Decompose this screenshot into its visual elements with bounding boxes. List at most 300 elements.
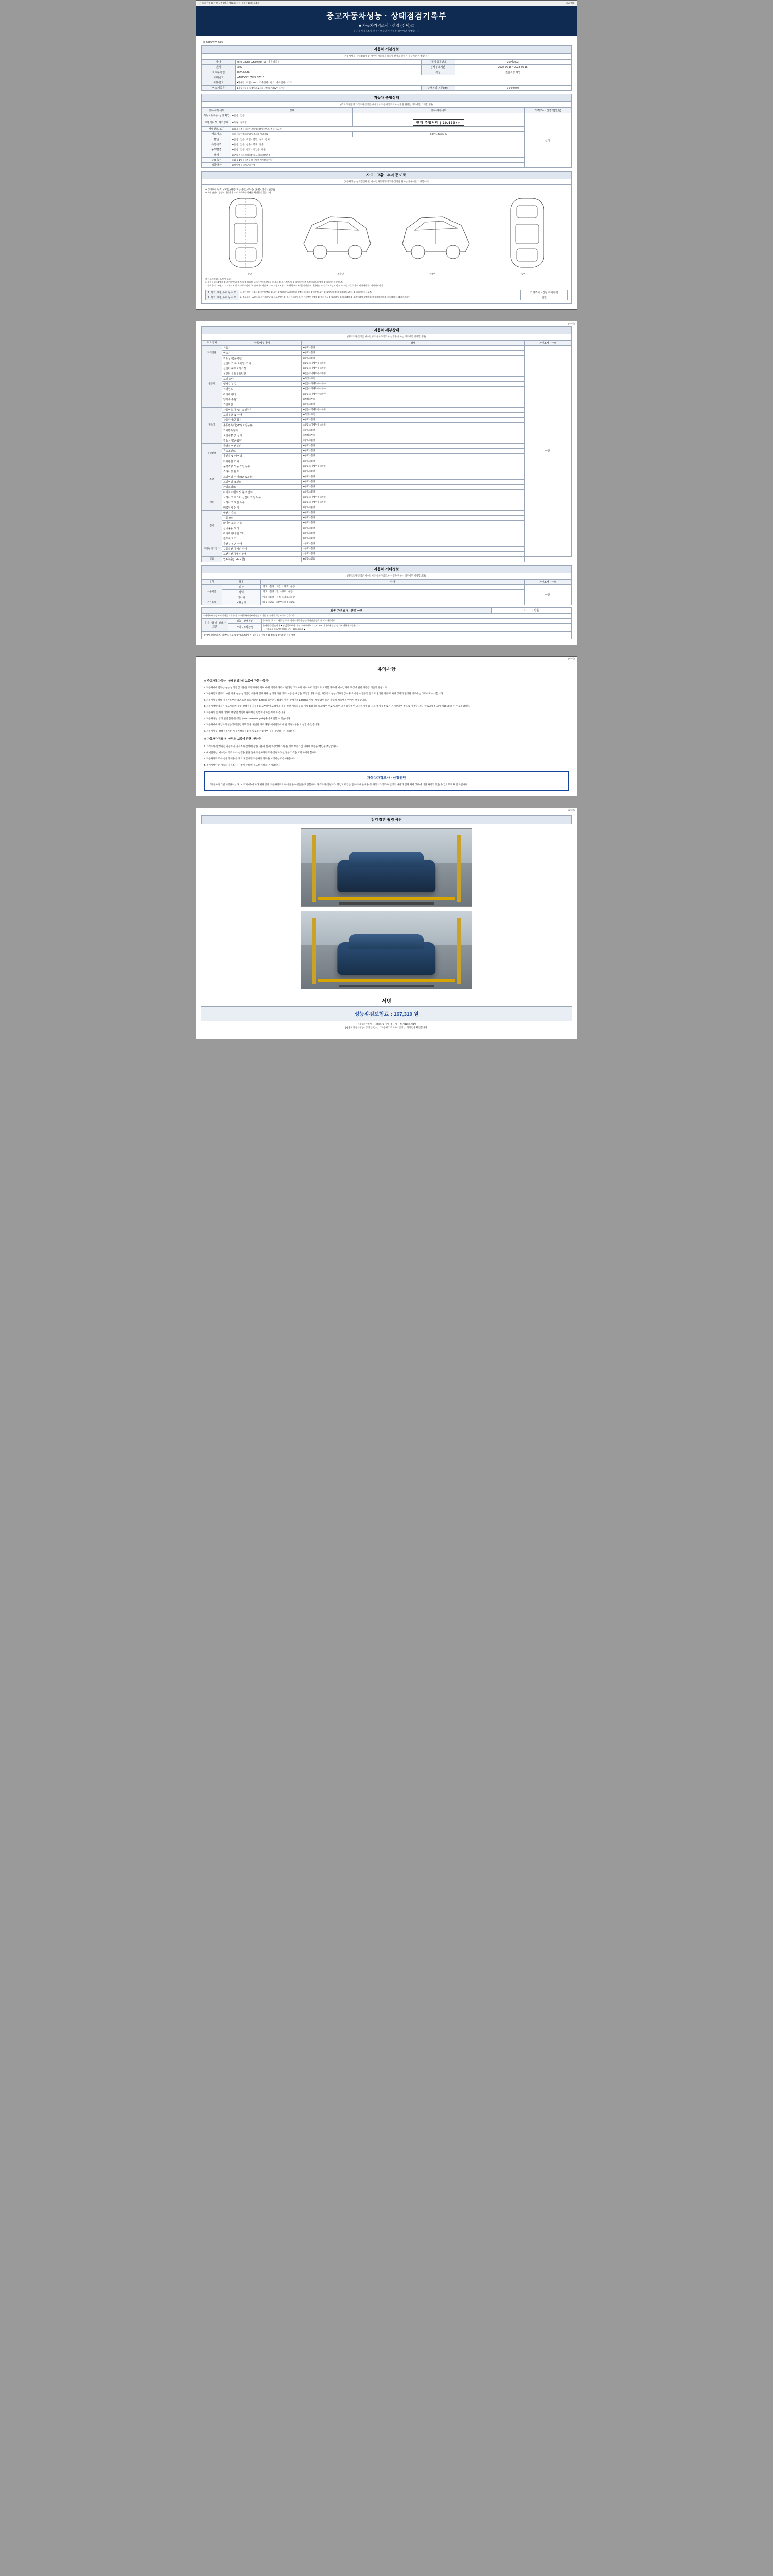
item-label: 브레이크 마스터 실린더 오일 누유 (222, 495, 302, 500)
row-check[interactable]: ■해당없음 □해당 □이행 (231, 163, 525, 168)
mileage-label: 주행거리 기준(km) (421, 86, 455, 91)
etc-item-b: 내장 (276, 585, 281, 588)
row-name: 특별이력 (202, 142, 231, 147)
opinion-table (201, 618, 572, 632)
item-status[interactable]: ■양호 □불량 (302, 510, 525, 515)
notice-sub-item-2: 3. 자동차가격조사·산정의 내용은 계약 체결시의 자동차의 가격을 보장하는 것은 아닙니다. (204, 757, 295, 760)
col-group: 항목 (202, 579, 222, 584)
item-label: 윈도우 모터 (222, 536, 302, 541)
item-status[interactable] (261, 589, 525, 595)
car-front-diagram (215, 194, 277, 272)
row-check[interactable]: ■없음 □있음 □침수 □화재 □전손 (231, 142, 525, 147)
etc-subtitle: (가격조사·산정은 매수인이 자동차가격조사·산정을 원하는 경우에만 기재합니다) (201, 573, 572, 579)
header-subtitle: ■ 자동차가격조사 · 산정 (선택) □ (359, 23, 414, 28)
item-label: 연료누출(LPG포함) (222, 556, 302, 562)
color-value: 진한색상 계열 (455, 70, 571, 75)
item-status[interactable]: ■양호 □불량 (302, 355, 525, 361)
item-status[interactable]: ■없음 □미세누유 □누유 (302, 500, 525, 505)
col-detail: 항목/세부내역 (353, 108, 525, 113)
total-amount: 0 0 0 0 0 만원 (492, 607, 572, 613)
item-label: 등속조인트 (222, 448, 302, 453)
table-row (202, 428, 572, 433)
item-status[interactable]: ■양호 □불량 (302, 484, 525, 489)
row-check[interactable]: ■무채색 □유채색 □전체도색 □색상변경 (231, 152, 525, 158)
table-row (202, 142, 572, 147)
overall-price-note: 산정 (525, 113, 572, 168)
item-label: 작동상태(공회전) (222, 438, 302, 443)
table-row (202, 505, 572, 510)
etc-side-label: 사용기준 (202, 584, 222, 600)
row-detail: 0.07%, 5ppm, % (353, 132, 525, 137)
item-status[interactable]: ■없음 □미세누유 □누유 (302, 361, 525, 366)
etc-status-a[interactable]: □양호 □불량 (262, 596, 274, 599)
row-name: 리콜대상 (202, 163, 231, 168)
etc-table (201, 579, 572, 605)
item-label: 클러치 어셈블리 (222, 443, 302, 448)
table-row (202, 546, 572, 551)
accident-result-label: 2. 사고·교환·수리 등 이력 (206, 290, 239, 295)
inspection-photo-1 (301, 828, 472, 907)
item-status[interactable]: ■양호 □불량 (302, 489, 525, 495)
declaration-title: 자동차가격조사 · 산정선언 (367, 776, 406, 780)
opinion-row2-label: 가격 · 조사산정 (228, 623, 262, 631)
row-check[interactable]: □없음 ■있음 □썬루프 □내비게이션 □기타 (231, 158, 525, 163)
notice-item-1: 2. 자동차인도일부터 30일 이내 성능·상태점검 내용과 실제 차량 상태가 다른 경우 보증 등 책임을 부담합니다. 다만, 자동차의 성능·상태점검 이후 소유권 이전등록 등으로 발생한 사유로 차량 상태가 변경된 경우에는 그러하지 아니합니다. (204, 692, 444, 696)
declaration-body: 「자동차관리법 시행규칙」제120조제1항에 따라 위와 같이 자동차가격조사·산정을 하였음을 확인합니다. 가격조사·산정자가 책임지지 않는 범위에 대한 내용 등 자동차가격조사·산정의 내용과 실제 차량 상태에 대한 차이가 있을 수 있으므로 확인 바랍니다. (209, 783, 468, 786)
col-group: 주 요 장치 (202, 340, 222, 345)
item-status[interactable]: ■양호 □불량 (302, 402, 525, 407)
table-row (206, 295, 568, 300)
table-row (202, 345, 572, 350)
etc-status-b[interactable]: □전부 □일부 □없음 (276, 601, 295, 604)
row-label: 차대번호 (202, 75, 236, 80)
table-row (202, 65, 572, 70)
table-row (202, 381, 572, 386)
item-status[interactable]: ■적정 □부족 (302, 376, 525, 381)
item-status[interactable]: ■없음 □미세누수 □누수 (302, 392, 525, 397)
doc-no-value: 2025020196호 (206, 41, 224, 45)
header-note: ※ 자동차가격조사·산정은 매수인이 원하는 경우에만 기재합니다. (353, 30, 420, 33)
item-status[interactable]: ■없음 □있음 (302, 556, 525, 562)
col-status: 상태 (261, 579, 525, 584)
item-label: 충전구 절연 상태 (222, 541, 302, 546)
table-row (202, 407, 572, 412)
etc-status-b[interactable]: □양호 □불량 (282, 596, 295, 599)
table-row (202, 412, 572, 417)
item-label: 발전기 출력 (222, 510, 302, 515)
accident-diagram (201, 185, 572, 304)
notice-item-0: 1. 자동차매매업자는 성능·상태점검 내용을 고지하여야 하며 매매 계약에 따라서 발생된 고지하지 아니하고 거짓으로 고지할 경우에 매수인 피해 보상에 관한 사항은 다음과 같습니다. (204, 686, 388, 689)
table-row (202, 127, 572, 132)
detail-title: 자동차 세부상태 (201, 326, 572, 334)
group-label: 제동 (202, 495, 222, 510)
row-label2: 검사유효기간 (421, 65, 455, 70)
notice-item-6: 7. 자동차매매사업자의 성능상태점검 의무 등을 위반한 경우 해당 매매업자에 대한 행정처분을 요청할 수 있습니다. (204, 723, 320, 726)
item-status[interactable]: ■양호 □불량 (302, 453, 525, 459)
row-check[interactable]: ■적정 □부적정 (231, 118, 353, 127)
table-row (202, 163, 572, 168)
item-label: 원동기 (222, 345, 302, 350)
diagram-label-right: 우측면 (429, 273, 436, 276)
row-name: 색상 (202, 152, 231, 158)
item-status[interactable]: ■없음 □미세누수 □누수 (302, 386, 525, 392)
table-row (202, 448, 572, 453)
accident-subtitle: (자동차성능·상태점검자 및 매수인 자동차가격조사·산정을 원하는 경우에만 기재합니다) (201, 179, 572, 185)
detail-price-note: 만원 (525, 345, 572, 556)
inspection-photo-2 (301, 911, 472, 989)
form-reference: 자동차관리법 시행규칙 [별지 제82호서식] <개정 2021.1.5.> (199, 2, 260, 4)
table-row (202, 453, 572, 459)
item-status[interactable]: ■양호 □불량 (302, 474, 525, 479)
notice-sub-item-3: 4. 특기사항란은 자동차 가격조사·산정에 관하여 필요한 사항을 기재합니다. (204, 763, 280, 766)
car-side-right-diagram (397, 194, 475, 272)
item-status[interactable]: ■없음 □미세누유 □누유 (302, 366, 525, 371)
opinion-row1-body: 주)케이디오피스 제공 정보 및 매매가 자동차성능·상태점검 정보 및 기타 제공정보 (262, 618, 572, 623)
etc-basic-label: 기본품목 (202, 600, 222, 605)
transmission-label: 변속기종류 (202, 86, 236, 91)
table-row (202, 60, 572, 65)
lift-base (339, 985, 434, 987)
diagram-note-1: ※ 상태표시 부호 : (교환), (판금 또는 용접), (부식), (균열), (손상), (흠집) (205, 188, 275, 191)
form-microbar (196, 1, 577, 6)
footer-line-2: [1] 중고자동차성능 · 상태를 검사, 「 자동차가격조사 · 산정 」 의뢰검을 확인합니다. (345, 1026, 428, 1029)
accident-price-label: 가격조사 · 산정 특이사항 (521, 290, 568, 295)
item-label: 냉각수 수량 (222, 397, 302, 402)
row-check[interactable]: ■없음 □있음 □적법 □불법 □구조 □장치 (231, 137, 525, 142)
doc-no-label: 제 (203, 41, 206, 45)
opinion-row2-body (262, 623, 572, 631)
etc-status-b[interactable]: □양호 □불량 (280, 590, 293, 594)
item-status[interactable]: ■양호 □불량 (302, 526, 525, 531)
table-row (202, 474, 572, 479)
row-label: 연식 (202, 65, 236, 70)
etc-status-a[interactable]: □양호 □불량 (262, 590, 274, 594)
row-name: 주요옵션 (202, 158, 231, 163)
basic-info-title: 자동차 기본정보 (201, 45, 572, 54)
item-status[interactable]: ■양호 □불량 (302, 531, 525, 536)
page-number-2: (2/4쪽) (568, 321, 575, 325)
item-label: 외장 (222, 584, 261, 589)
item-status[interactable]: □적정 □부족 (302, 433, 525, 438)
declaration-box (204, 771, 569, 791)
table-row (202, 443, 572, 448)
item-status[interactable] (261, 600, 525, 605)
item-label: 커먼레일 (222, 402, 302, 407)
item-status[interactable]: □양호 □불량 (302, 428, 525, 433)
etc-status-a[interactable]: □없음 □있음 (262, 601, 274, 604)
col-price: 가격조사 · 산정 (525, 340, 572, 345)
item-status[interactable]: ■양호 □불량 (302, 350, 525, 355)
overall-subtitle: (주요 구성품의 가격조사·산정은 매수인이 자동차가격조사·산정을 원하는 경우에만 기재합니다) (201, 102, 572, 108)
row-label: 차명 (202, 60, 236, 65)
item-status[interactable]: ■양호 □불량 (302, 345, 525, 350)
table-row (202, 595, 572, 600)
table-row (202, 70, 572, 75)
table-row (202, 459, 572, 464)
row-check[interactable]: ■없음 □있음 (231, 113, 353, 118)
row-name: 튜닝 (202, 137, 231, 142)
row-value: MINI Coupe Cruiftonet (0) (사륜일륜 ) (236, 60, 422, 65)
diagram-label-left: 좌측면 (337, 273, 344, 276)
table-row (202, 355, 572, 361)
table-row (202, 86, 572, 91)
row-value: WMWXV3105L3L37510 (236, 75, 572, 80)
notice-item-4: 5. 자동차의 손해에 대하여 배상할 책임에 관하여는 민법이 정하는 바에 따릅니다. (204, 711, 286, 714)
item-status[interactable]: □양호 □불량 (302, 438, 525, 443)
basic-info-table (201, 59, 572, 91)
page-number-3: (3/4쪽) (568, 657, 575, 660)
vehicle-rear-view (337, 942, 435, 975)
item-status[interactable]: ■양호 □불량 (302, 417, 525, 422)
lift-pillar-left (312, 835, 316, 902)
table-row (202, 392, 572, 397)
row-label2: 자동차등록번호 (421, 60, 455, 65)
table-row (202, 366, 572, 371)
row-check[interactable]: □일산화탄소 □탄화수소 □공기과잉률 (231, 132, 353, 137)
table-row (202, 479, 572, 484)
group-label: 변속기 (202, 407, 222, 443)
table-row (202, 361, 572, 366)
notice-item-5: 6. 자동차성능 상태 관련 불만·분쟁은 (www.consumer.go.kr)에서 확인할 수 있습니다. (204, 717, 291, 720)
accident-result-body-2: 2. 주요골격 : A랭크 ① 프론트패널 ② 크로스멤버 ③ 인사이드패널 ④ 사이드멤버 B랭크 ⑤ 휠하우스 ⑥ 필러패널 ⑦ 대쉬패널 ⑧ 플로어패널 C랭크 ⑨ 트렁크플로어 ⑩ 리어패널 ⑪ 패키지트레이 (239, 295, 521, 300)
mileage-digits: 0 0 0 0 0 0 (455, 86, 571, 91)
item-label: 작동상태(공회전) (222, 417, 302, 422)
table-row (202, 147, 572, 152)
table-row (202, 433, 572, 438)
legend-line-0: ※ 사고이력 (유리/판넬 포함) (205, 278, 232, 281)
etc-price-note: 만원 (525, 584, 572, 605)
notice-head: ※ 중고자동차성능 · 상태점검자의 보증에 관한 사항 등 (204, 679, 269, 683)
notice-sub-head: ※ 자동차가격조사 · 산정의 보증에 관한 사항 등 (204, 738, 261, 741)
table-row (202, 113, 572, 118)
page-number-1: (1/4쪽) (566, 2, 574, 5)
table-header-row (202, 579, 572, 584)
group-label: 연료 (202, 556, 222, 562)
col-item: 항목/세부내역 (202, 108, 231, 113)
item-label: 타이어 (222, 595, 261, 600)
opinion-row1-label: 성능 · 상태점검 (228, 618, 262, 623)
accident-price-value: 만원 (521, 295, 568, 300)
notice-item-7: 8. 자동차성능·상태점검자는 자동차성능점검 책임보험 가입여부 등을 확인하시기 바랍니다. (204, 730, 296, 733)
lift-pillar-right (457, 835, 461, 902)
table-row (202, 75, 572, 80)
notice-item-3: 4. 자동차매매업자는 중고자동차 성능·상태점검기록부를 교부하여 고객에게 제공 한편 자동차성능·상태점검자의 보증범위 위로 있으며 고객 불합리한 고지하여야 됩니다. 통 상품별로는 기재한다면 별도로 기재합니다. (국토교통부 고시 제2019호) 기간 보증합니다. (204, 705, 470, 708)
item-label: 시동 모터 (222, 515, 302, 520)
total-table (201, 607, 572, 618)
lift-platform (318, 979, 455, 982)
group-label: 조향 (202, 464, 222, 495)
item-label: 오일 유량 (222, 376, 302, 381)
diagram-label-rear: 뒷면 (520, 273, 526, 276)
table-row (202, 541, 572, 546)
table-header-row (202, 108, 572, 113)
notice-sub-item-0: 1. 가격조사·산정자는 자동차의 가격조사·산정에 관한 내용과 실제 차량상태가 다른 경우 보증기간 이내에 보증을 책임을 부담합니다. (204, 744, 339, 748)
diagram-note-2: ※ 하단 단면도 숨풀의 기준이며, 기타 우측하는 상태를 확인할 수 있습니다. (205, 191, 272, 194)
table-row (202, 520, 572, 526)
row-name: 배출가스 (202, 132, 231, 137)
etc-item-b: 휠 (276, 590, 279, 594)
notice-sub-item-1: 2. 매매업자는 매수인이 가격조사·산정을 원한 경우 자동차가격조사·산정자가 산정한 가격을 고지하여야 합니다. (204, 751, 317, 754)
item-status[interactable]: □양호 □불량 (302, 551, 525, 556)
item-label: 작동상태(공회전) (222, 355, 302, 361)
row-value: 2020-06-16 (236, 70, 422, 75)
table-row (202, 536, 572, 541)
col-item: 항목/세부내역 (222, 340, 302, 345)
item-status[interactable]: ■양호 □불량 (302, 536, 525, 541)
item-status[interactable]: ■양호 □불량 (302, 469, 525, 474)
row-name: 차대번호 표기 (202, 127, 231, 132)
lift-pillar-left (312, 918, 316, 984)
legend-line-1: 1. 외판부위 : 1랭크 ① 프론트펜더 ② 도어 ③ 쿼터패널(리어펜더) 2랭크 ④ 후드 ⑤ 프론트도어 ⑥ 리어도어 ⑦ 트렁크리드 3랭크 ⑧ 라디에이터서포트 (205, 281, 343, 284)
row-value2: 2020-06-16 ~ 2028-06-15 (455, 65, 571, 70)
item-status[interactable]: ■양호 □불량 (302, 520, 525, 526)
table-row (202, 613, 572, 618)
item-status[interactable] (261, 595, 525, 600)
item-status[interactable]: ■양호 □불량 (302, 505, 525, 510)
item-label: 파워크랭크 (222, 484, 302, 489)
color-label: 색상 (421, 70, 455, 75)
item-label: 워터펌프 (222, 386, 302, 392)
row-check[interactable]: ■없음 □있음 □렌트 □영업용 □관용 (231, 147, 525, 152)
footer-line-1: 「자동차관리법」 제58조 및 같은 법 시행규칙 제120조제1항 (357, 1023, 416, 1026)
notice-title: 유의사항 (377, 666, 396, 672)
item-label: 브레이크 오일 누유 (222, 500, 302, 505)
col-status: 상태 (302, 340, 525, 345)
item-label: 와이퍼 모터 기능 (222, 520, 302, 526)
opinion-label: 특기사항 및 점검자의견 (202, 618, 228, 631)
table-row (202, 526, 572, 531)
etc-status-a[interactable]: □양호 □불량 (262, 585, 274, 588)
table-row (202, 137, 572, 142)
item-label: 실린더 블록 / 오일팬 (222, 371, 302, 376)
mileage-box (353, 118, 525, 127)
table-row (202, 589, 572, 595)
legend-line-2: 2. 주요골격 : A랭크 ① 프론트패널 ② 크로스멤버 ③ 인사이드패널 ④ 사이드멤버 B랭크 ⑤ 휠하우스 ⑥ 필러패널 ⑦ 대쉬패널 ⑧ 플로어패널 C랭크 ⑨ 트렁크플로어 ⑩ 리어패널 ⑪ 패키지트레이 (205, 284, 383, 287)
item-status[interactable]: ■양호 □불량 (302, 459, 525, 464)
row-name: 자동차등록증 상태 확인 (202, 113, 231, 118)
opinion-line-1: 한 단품수 있습니다. ■ 점검일로부터 1개월 이내/주행거리 2,000km 이내 이내 성능·상태에 대하여 보증합니다. (263, 624, 360, 627)
item-status[interactable]: ■양호 □불량 (302, 479, 525, 484)
opinion-line-2: ㆍ 신고보험협회(성능점검) 상담 : 1533-0759 ▲ (263, 627, 306, 630)
vehicle-front-view (337, 860, 435, 892)
item-status[interactable] (261, 584, 525, 589)
item-label: 디퍼렌셜 기어 (222, 459, 302, 464)
row-check[interactable]: ■양호 □부식 □훼손(오손) □상이 □변조(변타) □도말 (231, 127, 525, 132)
item-label: 냉각수 누수 (222, 381, 302, 386)
table-row (202, 371, 572, 376)
item-label: 고전원전기배선 상태 (222, 551, 302, 556)
col-status: 상태 (231, 108, 353, 113)
item-status[interactable]: ■양호 □불량 (302, 448, 525, 453)
sheet-3 (196, 656, 577, 796)
table-row (202, 386, 572, 392)
lift-pillar-right (457, 918, 461, 984)
col-price: 가격조사 · 산정액(만원) (525, 108, 572, 113)
row-label: 최초등록일 (202, 70, 236, 75)
item-status[interactable]: ■없음 □미세누수 □누수 (302, 381, 525, 386)
table-row (202, 551, 572, 556)
table-row (202, 584, 572, 589)
table-row (202, 402, 572, 407)
insurance-fee-value: 167,310 원 (393, 1012, 419, 1018)
sheet-1 (196, 0, 577, 310)
table-row (202, 500, 572, 505)
table-row (202, 618, 572, 623)
basic-info-subtitle: (자동차성능·상태점검자 및 매수인 자동차가격조사·산정을 원하는 경우에만 기재합니다) (201, 54, 572, 59)
item-status[interactable]: ■없음 □미세누유 □누유 (302, 464, 525, 469)
mileage-value: 현재 주행거리 | 30,539km (413, 119, 464, 126)
diagram-label-front: 앞면 (247, 273, 253, 276)
page-title: 중고자동차성능 · 상태점검기록부 (326, 12, 447, 21)
table-row (202, 531, 572, 536)
detail-table (201, 340, 572, 562)
accident-title: 사고 · 교환 · 수리 등 이력 (201, 171, 572, 179)
car-rear-diagram (496, 194, 558, 272)
item-label: 라디에이터 팬 모터 (222, 531, 302, 536)
table-row (202, 417, 572, 422)
item-label: 배력장치 상태 (222, 505, 302, 510)
total-title: 최종 가격조사 · 산정 금액 (202, 607, 492, 613)
item-label: 구동축전지 격리 상태 (222, 546, 302, 551)
item-label: 실린더 헤드 / 개스킷 (222, 366, 302, 371)
item-label: 실내송풍 모터 (222, 526, 302, 531)
table-row (206, 290, 568, 295)
item-label: 수동변속기(M/T) 오일누유 (222, 422, 302, 428)
table-row (202, 607, 572, 613)
item-status[interactable]: □양호 □불량 (302, 541, 525, 546)
signature-label: 서명 (382, 998, 391, 1004)
sheet-4 (196, 808, 577, 1039)
accident-result-body: 1. 외판부위 : 1랭크 ① 프론트펜더 ② 도어 ③ 쿼터패널(리어펜더) 2랭크 ④ 후드 ⑤ 프론트도어 ⑥ 리어도어 ⑦ 트렁크리드 3랭크 ⑧ 라디에이터서포트 (239, 290, 521, 295)
etc-title: 자동차 기타정보 (201, 565, 572, 573)
table-row (202, 397, 572, 402)
table-row (202, 118, 572, 127)
table-row (202, 422, 572, 428)
item-label: 추진축 및 베어링 (222, 453, 302, 459)
item-status[interactable]: ■적정 □부족 (302, 412, 525, 417)
table-header-row (202, 340, 572, 345)
row-detail (353, 113, 525, 118)
item-status[interactable]: □없음 □미세누유 □누유 (302, 422, 525, 428)
item-status[interactable]: □양호 □불량 (302, 546, 525, 551)
item-status[interactable]: ■없음 □미세누유 □누유 (302, 407, 525, 412)
sheet-2 (196, 321, 577, 645)
item-label: 오일유량 및 상태 (222, 412, 302, 417)
item-label: 오일유량 및 상태 (222, 433, 302, 438)
item-status[interactable]: ■없음 □미세누유 □누유 (302, 495, 525, 500)
etc-status-b[interactable]: □양호 □불량 (282, 585, 295, 588)
notice-item-2: 3. 자동차성능상태 점검기록부는 3년 보관 보증기간은 1,000회 동안(단, 점검일 이후 주행거리 2,000km 이내) 보증범위 등은 자동차 보증범위 안에서 보증합니다. (204, 699, 367, 702)
row-name: 주행거리 및 계기상태 (202, 118, 231, 127)
transmission-value[interactable]: ■자동 □수동 □세미오토 □무단변속기(CVT) □기타 (236, 86, 422, 91)
table-row (202, 438, 572, 443)
table-row (202, 80, 572, 86)
group-label: 고전원 전기장치 (202, 541, 222, 556)
car-side-left-diagram (298, 194, 376, 272)
fuel-value[interactable]: ■가솔린 □디젤 □LPG □가솔린외 □전기 □수소전기 □기타 (236, 80, 572, 86)
total-checks[interactable]: □ 가격조사·산정자의 의견을 기재합니다 □ 자동차가격조사·산정의 기준 및 산출근거는 아래와 같습니다 (202, 613, 572, 618)
lift-platform (318, 897, 455, 900)
row-value: 2020 (236, 65, 422, 70)
item-label: 스티어링 기어(MDPS포함) (222, 474, 302, 479)
insurance-fee-label: 성능점검보험료 : (354, 1012, 393, 1018)
item-status[interactable]: ■적정 □부족 (302, 397, 525, 402)
org-title: (주)케이디오피스, 피앤씨, 정보 및 (주)영양검사 자동차성능·상태점검 정보 및 (주)영양경검 정보 (201, 632, 572, 639)
item-status[interactable]: ■없음 □미세누유 □누유 (302, 371, 525, 376)
item-status[interactable]: ■양호 □불량 (302, 515, 525, 520)
item-status[interactable]: ■양호 □불량 (302, 443, 525, 448)
item-label: 스티어링 펌프 (222, 469, 302, 474)
